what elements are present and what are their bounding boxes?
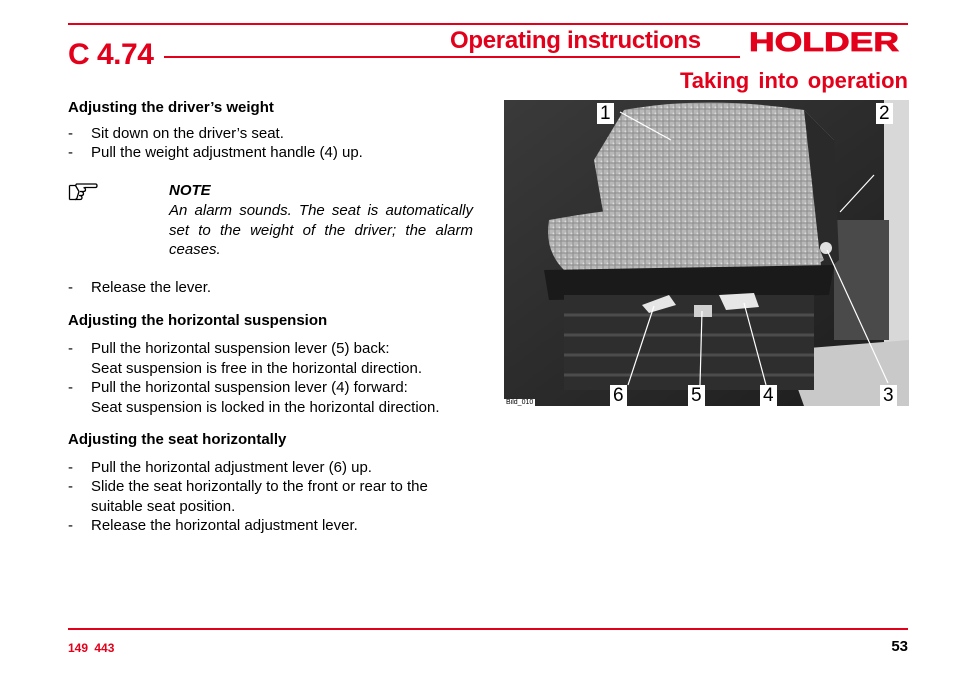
list-item-text: Pull the horizontal suspension lever (4) forward: [91,379,408,396]
footer-doc-number: 149 443 [68,641,115,655]
list-dash: - [68,144,73,161]
chapter-title: Taking into operation [679,68,908,93]
figure-callout-6: 6 [610,385,627,406]
list-dash: - [68,379,73,396]
list-dash: - [68,279,73,296]
list-item-text: Pull the weight adjustment handle (4) up. [91,144,363,161]
list-item-text: suitable seat position. [91,497,236,515]
note-heading: NOTE [169,182,211,199]
list-item-text: Slide the seat horizontally to the front or rear to the [91,478,428,495]
header-title-rule [164,56,740,58]
figure-id: Bild_010 [506,399,534,406]
note-body: An alarm sounds. The seat is automatically set to the weight of the driver; the alarm ceases. [169,202,473,258]
list-dash: - [68,125,73,142]
figure-callout-3: 3 [880,385,897,406]
list-item-text: Release the lever. [91,279,212,296]
section-code: C 4.74 [68,38,154,71]
seat-photo [504,100,909,406]
heading-horizontal-suspension: Adjusting the horizontal suspension [68,312,328,329]
header-top-rule [68,23,908,25]
document-title: Operating instructions [450,27,701,54]
seat-photo-drawing [504,100,909,406]
holder-logo-text: HOLDER [749,30,899,52]
list-dash: - [68,340,73,357]
holder-logo [748,30,900,57]
list-item-text: Seat suspension is locked in the horizontal direction. [91,398,440,416]
list-item-text: Pull the horizontal suspension lever (5) back: [91,340,390,357]
figure-callout-1: 1 [597,103,614,124]
list-dash: - [68,459,73,476]
list-dash: - [68,478,73,495]
heading-drivers-weight: Adjusting the driver’s weight [68,99,274,116]
list-item-text: Seat suspension is free in the horizontal direction. [91,359,423,377]
page-number: 53 [891,638,908,655]
list-item-text: Sit down on the driver’s seat. [91,125,284,142]
pointing-hand-icon [68,181,98,206]
footer-rule [68,628,908,630]
list-item-text: Pull the horizontal adjustment lever (6) up. [91,459,372,476]
figure-callout-2: 2 [876,103,893,124]
figure-callout-4: 4 [760,385,777,406]
heading-seat-horizontally: Adjusting the seat horizontally [68,431,287,448]
holder-logo-mark [748,30,900,52]
list-item-text: Release the horizontal adjustment lever. [91,517,358,534]
list-dash: - [68,517,73,534]
figure-callout-5: 5 [688,385,705,406]
